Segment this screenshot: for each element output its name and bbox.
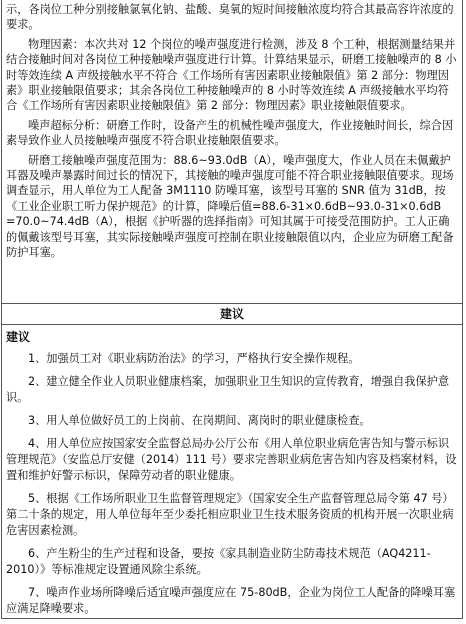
recommendations-section [6, 329, 460, 624]
recommendation-item: 3、用人单位做好员工的上岗前、在岗期间、离岗时的职业健康检查。 [28, 414, 371, 427]
recommendations-heading: 建议 [6, 330, 31, 344]
recommendation-item: 1、加强员工对《职业病防治法》的学习，严格执行安全操作规程。 [28, 352, 360, 365]
physical-factors-paragraph: 物理因素：本次共对 12 个岗位的噪声强度进行检测，涉及 8 个工种，根据测量结果并结合接触时间对各岗位工种接触噪声强度进行计算。计算结果显示，研磨工接触噪声的 8 小时等效连续 A 声级接触水平不符合《工作场所有害因素职业接触限值》第 2 部分：物理因素》职业接触限值要求；其余各岗位工种接触噪声的 8 小时等效连续 A 声级接触水平均符合《工作场所有害因素职业接触限值》第 2 部分：物理因素》职业接触限值要求。 [6, 37, 457, 113]
section-title: 建议 [1, 303, 463, 325]
chemical-conclusion-paragraph: 示，各岗位工种分别接触氯氧化钠、盐酸、臭氧的短时间接触浓度均符合其最高容许浓度的要求。 [6, 3, 454, 32]
recommendation-item: 6、产生粉尘的生产过程和设备，要按《家具制造业防尘防毒技术规范（AQ4211-2010）》等标准规定设置通风除尘系统。 [6, 547, 431, 576]
recommendation-item: 4、用人单位应按国家安全监督总局办公厅公布《用人单位职业病危害告知与警示标识管理规范》（安监总厅安健（2014）111 号）要求完善职业病危害告知内容及档案材料，设置和维护好警示标识，保障劳动者的职业健康。 [6, 437, 457, 482]
noise-exceed-analysis-paragraph: 噪声超标分析：研磨工作时，设备产生的机械性噪声强度大，作业接触时间长，综合因素导致作业人员接触噪声强度不符合职业接触限值要求。 [6, 118, 454, 148]
grinding-noise-paragraph: 研磨工接触噪声强度范围为：88.6~93.0dB（A），噪声强度大，作业人员在未佩戴护耳器及噪声暴露时间过长的情况下，其接触的噪声强度可能不符合职业接触限值要求。现场调查显示，用人单位为工人配备 3M1110 防噪耳塞，该型号耳塞的 SNR 值为 31dB，按《工业企业职工听力保护规范》的计算，降噪后值=88.6-31×0.6dB~93.0-31×0.6dB =70.0~74.4dB（A），根据《护听器的选择指南》可知其属于可接受范围防护。工人正确的佩戴该型号耳塞，其实际接触噪声强度可控制在职业接触限值以内，企业应为研磨工配备防护耳塞。 [6, 153, 454, 260]
recommendation-item: 7、噪声作业场所降噪后适宜噪声强度应在 75-80dB，企业为岗位工人配备的降噪耳塞应满足降噪要求。 [6, 586, 456, 615]
recommendation-item: 5、根据《工作场所职业卫生监督管理规定》（国家安全生产监督管理总局令第 47 号）第二十条的规定，用人单位每年至少委托相应职业卫生技术服务资质的机构开展一次职业病危害因素检测。 [6, 492, 454, 537]
evaluation-section [6, 2, 460, 265]
recommendation-item: 2、建立健全作业人员职业健康档案，加强职业卫生知识的宣传教育，增强自我保护意识。 [6, 375, 450, 404]
